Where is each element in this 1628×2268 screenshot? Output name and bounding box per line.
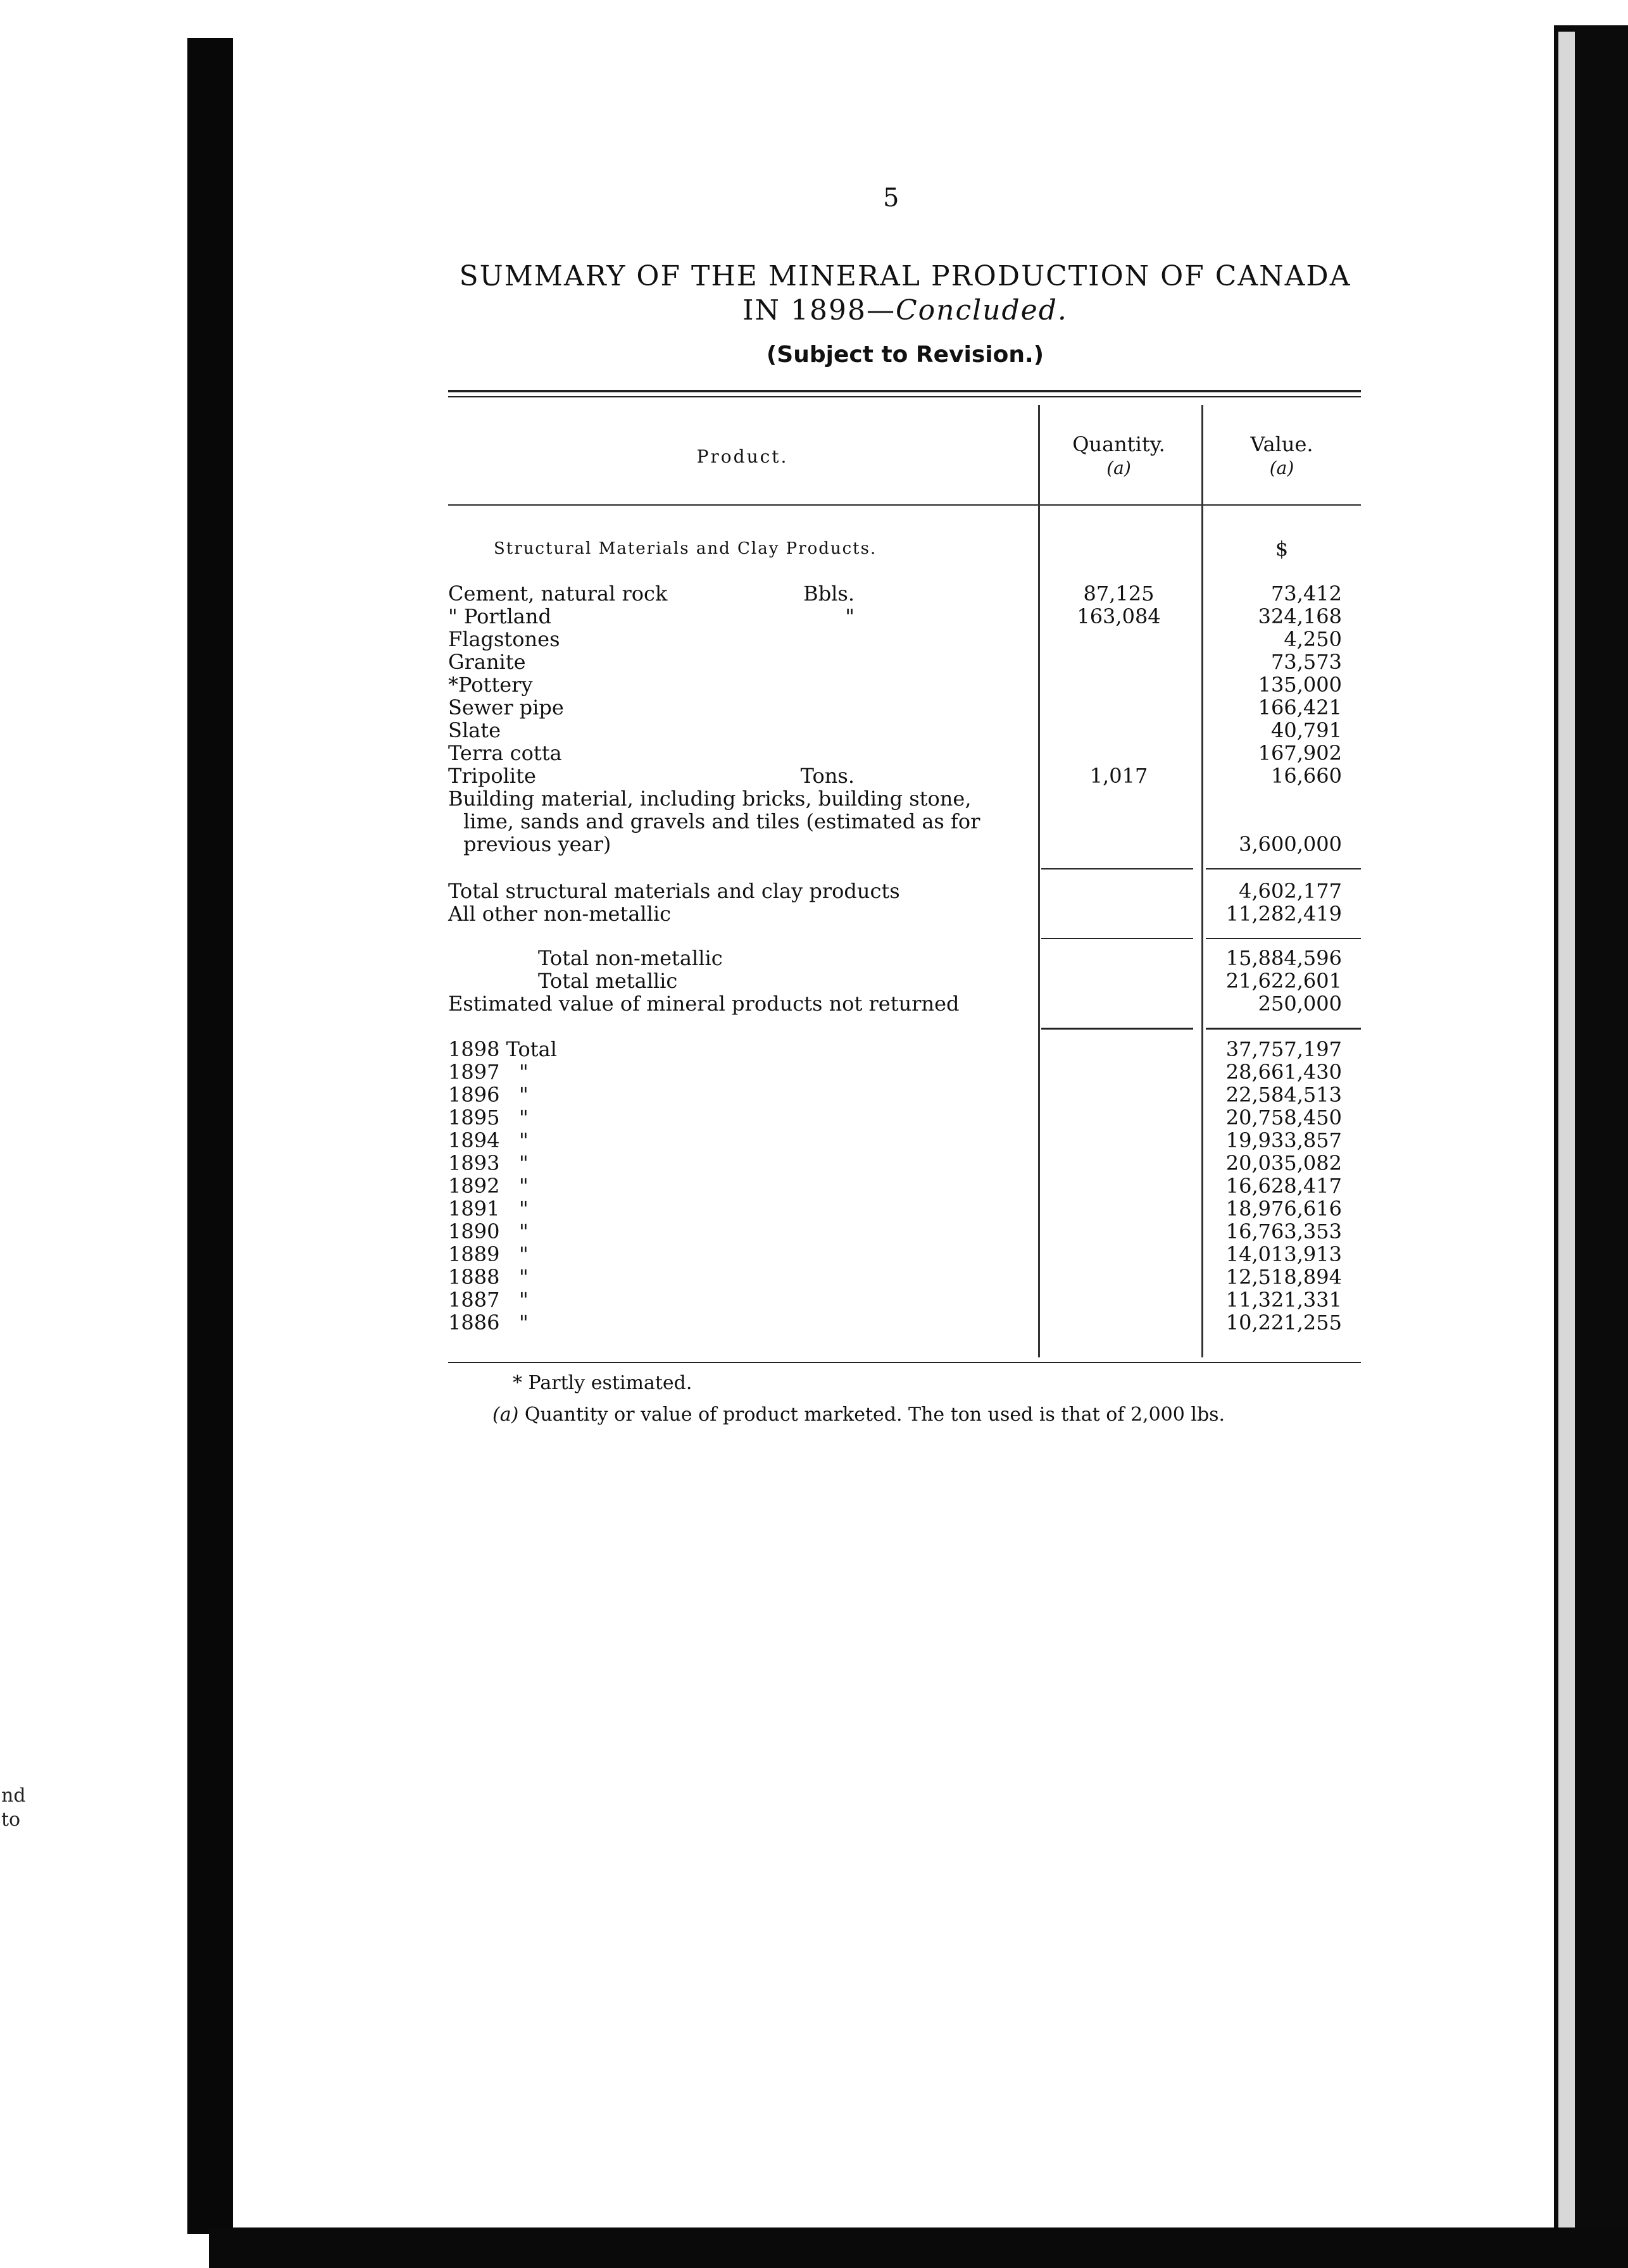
total-rule — [1041, 1028, 1193, 1030]
ditto-mark: " — [518, 1197, 529, 1221]
table-row — [448, 719, 1361, 742]
table-row — [448, 673, 1361, 696]
table-row — [448, 696, 1361, 719]
year-total-label: Total — [506, 1037, 557, 1061]
subtotal-rule — [1041, 868, 1193, 869]
year-value: 20,758,450 — [1225, 1106, 1342, 1130]
row-label: Tripolite — [448, 764, 536, 788]
title-line-2 — [443, 294, 1367, 328]
row-value: 73,412 — [1271, 582, 1342, 606]
currency-symbol: $ — [1275, 537, 1289, 561]
page-title — [443, 259, 1367, 328]
year: 1897 — [448, 1060, 500, 1084]
footnote-a — [492, 1404, 1225, 1426]
footnote-partly-estimated: * Partly estimated. — [513, 1372, 692, 1394]
table-row — [448, 902, 1361, 925]
row-label: Cement, natural rock — [448, 582, 668, 606]
row-label: Estimated value of mineral products not returned — [448, 992, 960, 1016]
year-row — [448, 1174, 1361, 1197]
year-value: 20,035,082 — [1225, 1151, 1342, 1175]
table-row — [448, 582, 1361, 605]
ditto-mark: " — [518, 1242, 529, 1266]
year: 1892 — [448, 1174, 500, 1198]
row-label: " Portland — [448, 604, 551, 628]
row-value: 21,622,601 — [1225, 969, 1342, 993]
year-value: 19,933,857 — [1225, 1128, 1342, 1152]
bottom-edge — [209, 2228, 1628, 2268]
book-binding — [187, 38, 233, 2234]
column-header-product: Product. — [696, 446, 789, 467]
year-label — [448, 1220, 529, 1243]
table-row — [448, 605, 1361, 628]
table-top-rule — [448, 390, 1361, 392]
row-value: 167,902 — [1258, 741, 1342, 765]
table-row — [448, 651, 1361, 673]
year-label — [448, 1288, 529, 1311]
margin-fragment: to — [1, 1809, 21, 1831]
ditto-mark: " — [518, 1106, 529, 1130]
year-label — [448, 1266, 529, 1288]
table-row — [448, 742, 1361, 764]
year-value: 11,321,331 — [1225, 1288, 1342, 1312]
year: 1896 — [448, 1083, 500, 1107]
ditto-mark: " — [518, 1219, 529, 1243]
title-line-1: SUMMARY OF THE MINERAL PRODUCTION OF CANADA — [459, 260, 1351, 292]
row-value: 15,884,596 — [1225, 946, 1342, 970]
table-bottom-rule — [448, 1362, 1361, 1363]
year-value: 28,661,430 — [1225, 1060, 1342, 1084]
row-label: Sewer pipe — [448, 695, 564, 720]
row-label: Total metallic — [538, 969, 678, 993]
row-unit: " — [845, 604, 855, 628]
row-value: 135,000 — [1258, 673, 1342, 697]
row-value: 324,168 — [1258, 604, 1342, 628]
year-label — [448, 1197, 529, 1220]
building-line-2: lime, sands and gravels and tiles (estimated as for — [463, 809, 980, 833]
year: 1893 — [448, 1151, 500, 1175]
table-row — [448, 628, 1361, 651]
row-value: 3,600,000 — [1239, 832, 1342, 856]
quantity-label: Quantity. — [1072, 432, 1165, 456]
year-value: 16,628,417 — [1225, 1174, 1342, 1198]
row-value: 4,602,177 — [1239, 879, 1342, 903]
row-value: 16,660 — [1271, 764, 1342, 788]
row-label: *Pottery — [448, 673, 533, 697]
section-heading: Structural Materials and Clay Products. — [494, 539, 877, 558]
ditto-mark: " — [518, 1311, 529, 1335]
table-row — [448, 969, 1361, 992]
page-number: 5 — [883, 184, 899, 213]
table-row — [448, 880, 1361, 902]
row-value: 166,421 — [1258, 695, 1342, 720]
year-row — [448, 1038, 1361, 1061]
header-rule — [448, 504, 1361, 506]
year-value: 12,518,894 — [1225, 1265, 1342, 1289]
row-label: Total non-metallic — [538, 946, 723, 970]
subtitle: (Subject to Revision.) — [766, 342, 1044, 368]
year: 1898 — [448, 1037, 500, 1061]
year-row — [448, 1197, 1361, 1220]
page-edge-strip — [1558, 32, 1575, 2228]
subtotal-rule — [1206, 938, 1361, 939]
table-row — [448, 947, 1361, 969]
year-row — [448, 1266, 1361, 1288]
row-quantity: 87,125 — [1083, 582, 1155, 606]
value-label: Value. — [1250, 432, 1313, 456]
row-unit: Bbls. — [803, 582, 855, 606]
column-header-quantity — [1041, 432, 1196, 480]
value-note: (a) — [1269, 458, 1294, 478]
table-row — [448, 992, 1361, 1015]
footnote-a-mark: (a) — [492, 1404, 519, 1426]
table-row — [448, 764, 1361, 787]
year-label — [448, 1038, 557, 1061]
row-label: Slate — [448, 718, 501, 742]
year-row — [448, 1129, 1361, 1152]
year-value: 10,221,255 — [1225, 1311, 1342, 1335]
year-value: 22,584,513 — [1225, 1083, 1342, 1107]
footnote-a-text: Quantity or value of product marketed. The ton used is that of 2,000 lbs. — [524, 1404, 1225, 1426]
table-top-rule-thin — [448, 396, 1361, 397]
year-row — [448, 1061, 1361, 1083]
year-label — [448, 1243, 529, 1266]
building-line-1: Building material, including bricks, building stone, — [448, 787, 972, 811]
year-label — [448, 1174, 529, 1197]
year-row — [448, 1288, 1361, 1311]
year-row — [448, 1106, 1361, 1129]
ditto-mark: " — [518, 1083, 529, 1107]
year: 1886 — [448, 1311, 500, 1335]
year-label — [448, 1106, 529, 1129]
ditto-mark: " — [518, 1151, 529, 1175]
title-line-2-prefix: IN 1898— — [742, 294, 896, 327]
row-value: 250,000 — [1258, 992, 1342, 1016]
year-row — [448, 1220, 1361, 1243]
row-unit: Tons. — [800, 764, 855, 788]
subtotal-rule — [1206, 868, 1361, 869]
column-header-value — [1203, 432, 1361, 480]
year: 1887 — [448, 1288, 500, 1312]
margin-fragment: nd — [1, 1785, 26, 1807]
year-label — [448, 1129, 529, 1152]
row-label: Total structural materials and clay products — [448, 879, 900, 903]
year-label — [448, 1083, 529, 1106]
ditto-mark: " — [518, 1128, 529, 1152]
left-margin — [0, 0, 190, 2268]
row-quantity: 1,017 — [1089, 764, 1148, 788]
row-label: Granite — [448, 650, 526, 674]
row-label: All other non-metallic — [448, 902, 672, 926]
year: 1895 — [448, 1106, 500, 1130]
ditto-mark: " — [518, 1174, 529, 1198]
year-label — [448, 1061, 529, 1083]
year: 1888 — [448, 1265, 500, 1289]
ditto-mark: " — [518, 1265, 529, 1289]
row-label: Flagstones — [448, 627, 560, 651]
year-value: 14,013,913 — [1225, 1242, 1342, 1266]
subtotal-rule — [1041, 938, 1193, 939]
row-value: 73,573 — [1271, 650, 1342, 674]
year-label — [448, 1311, 529, 1334]
row-value: 11,282,419 — [1225, 902, 1342, 926]
row-quantity: 163,084 — [1077, 604, 1161, 628]
table-row — [448, 833, 1361, 856]
row-value: 4,250 — [1284, 627, 1342, 651]
ditto-mark: " — [518, 1288, 529, 1312]
year-row — [448, 1083, 1361, 1106]
year: 1894 — [448, 1128, 500, 1152]
year-value: 18,976,616 — [1225, 1197, 1342, 1221]
total-rule — [1206, 1028, 1361, 1030]
row-label: previous year) — [463, 832, 611, 856]
year: 1889 — [448, 1242, 500, 1266]
title-line-2-italic: Concluded. — [895, 294, 1068, 327]
year-value: 37,757,197 — [1225, 1037, 1342, 1061]
year: 1891 — [448, 1197, 500, 1221]
quantity-note: (a) — [1106, 458, 1131, 478]
year-row — [448, 1311, 1361, 1334]
ditto-mark: " — [518, 1060, 529, 1084]
row-value: 40,791 — [1271, 718, 1342, 742]
year-row — [448, 1243, 1361, 1266]
year-label — [448, 1152, 529, 1174]
year: 1890 — [448, 1219, 500, 1243]
row-label: Terra cotta — [448, 741, 562, 765]
year-value: 16,763,353 — [1225, 1219, 1342, 1243]
year-row — [448, 1152, 1361, 1174]
